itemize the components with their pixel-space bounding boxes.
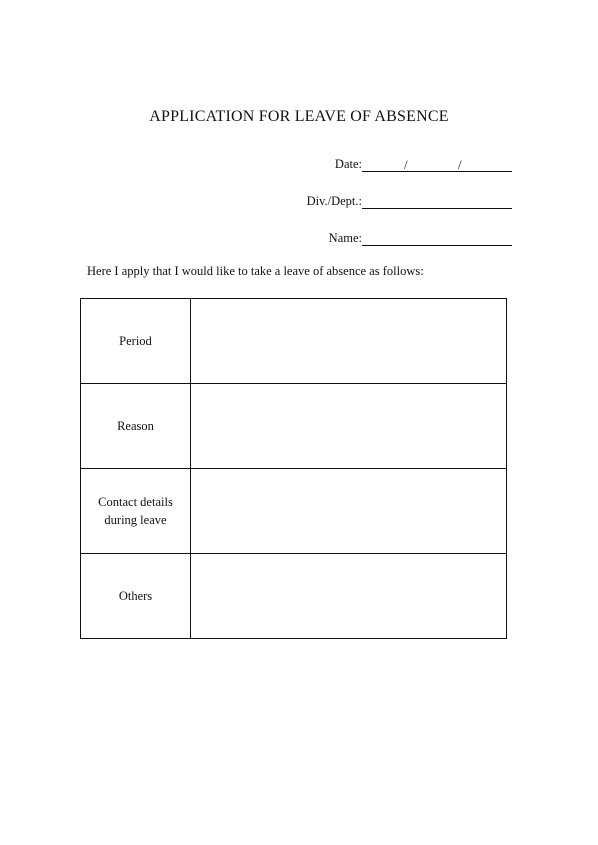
division-input-line[interactable] xyxy=(362,194,512,209)
date-label: Date: xyxy=(334,157,362,171)
name-field xyxy=(329,228,512,246)
intro-text: Here I apply that I would like to take a leave of absence as follows: xyxy=(87,264,424,278)
date-field xyxy=(335,154,512,172)
table-row-period xyxy=(81,299,507,384)
row-value-contact[interactable] xyxy=(191,469,507,554)
table-row-reason xyxy=(81,384,507,469)
name-label: Name: xyxy=(328,231,362,245)
page-title: APPLICATION FOR LEAVE OF ABSENCE xyxy=(149,108,449,125)
row-label-period: Period xyxy=(81,299,191,384)
row-value-period[interactable] xyxy=(191,299,507,384)
leave-form-table xyxy=(80,298,507,639)
table-row-others xyxy=(81,554,507,639)
date-input-line[interactable] xyxy=(362,157,512,172)
date-separator-1: / xyxy=(404,157,408,172)
division-label: Div./Dept.: xyxy=(306,194,362,208)
row-value-others[interactable] xyxy=(191,554,507,639)
row-label-contact: Contact details during leave xyxy=(81,469,191,554)
table-row-contact xyxy=(81,469,507,554)
division-field xyxy=(307,191,512,209)
row-label-reason: Reason xyxy=(81,384,191,469)
row-label-others: Others xyxy=(81,554,191,639)
date-separator-2: / xyxy=(458,157,462,172)
row-value-reason[interactable] xyxy=(191,384,507,469)
name-input-line[interactable] xyxy=(362,231,512,246)
